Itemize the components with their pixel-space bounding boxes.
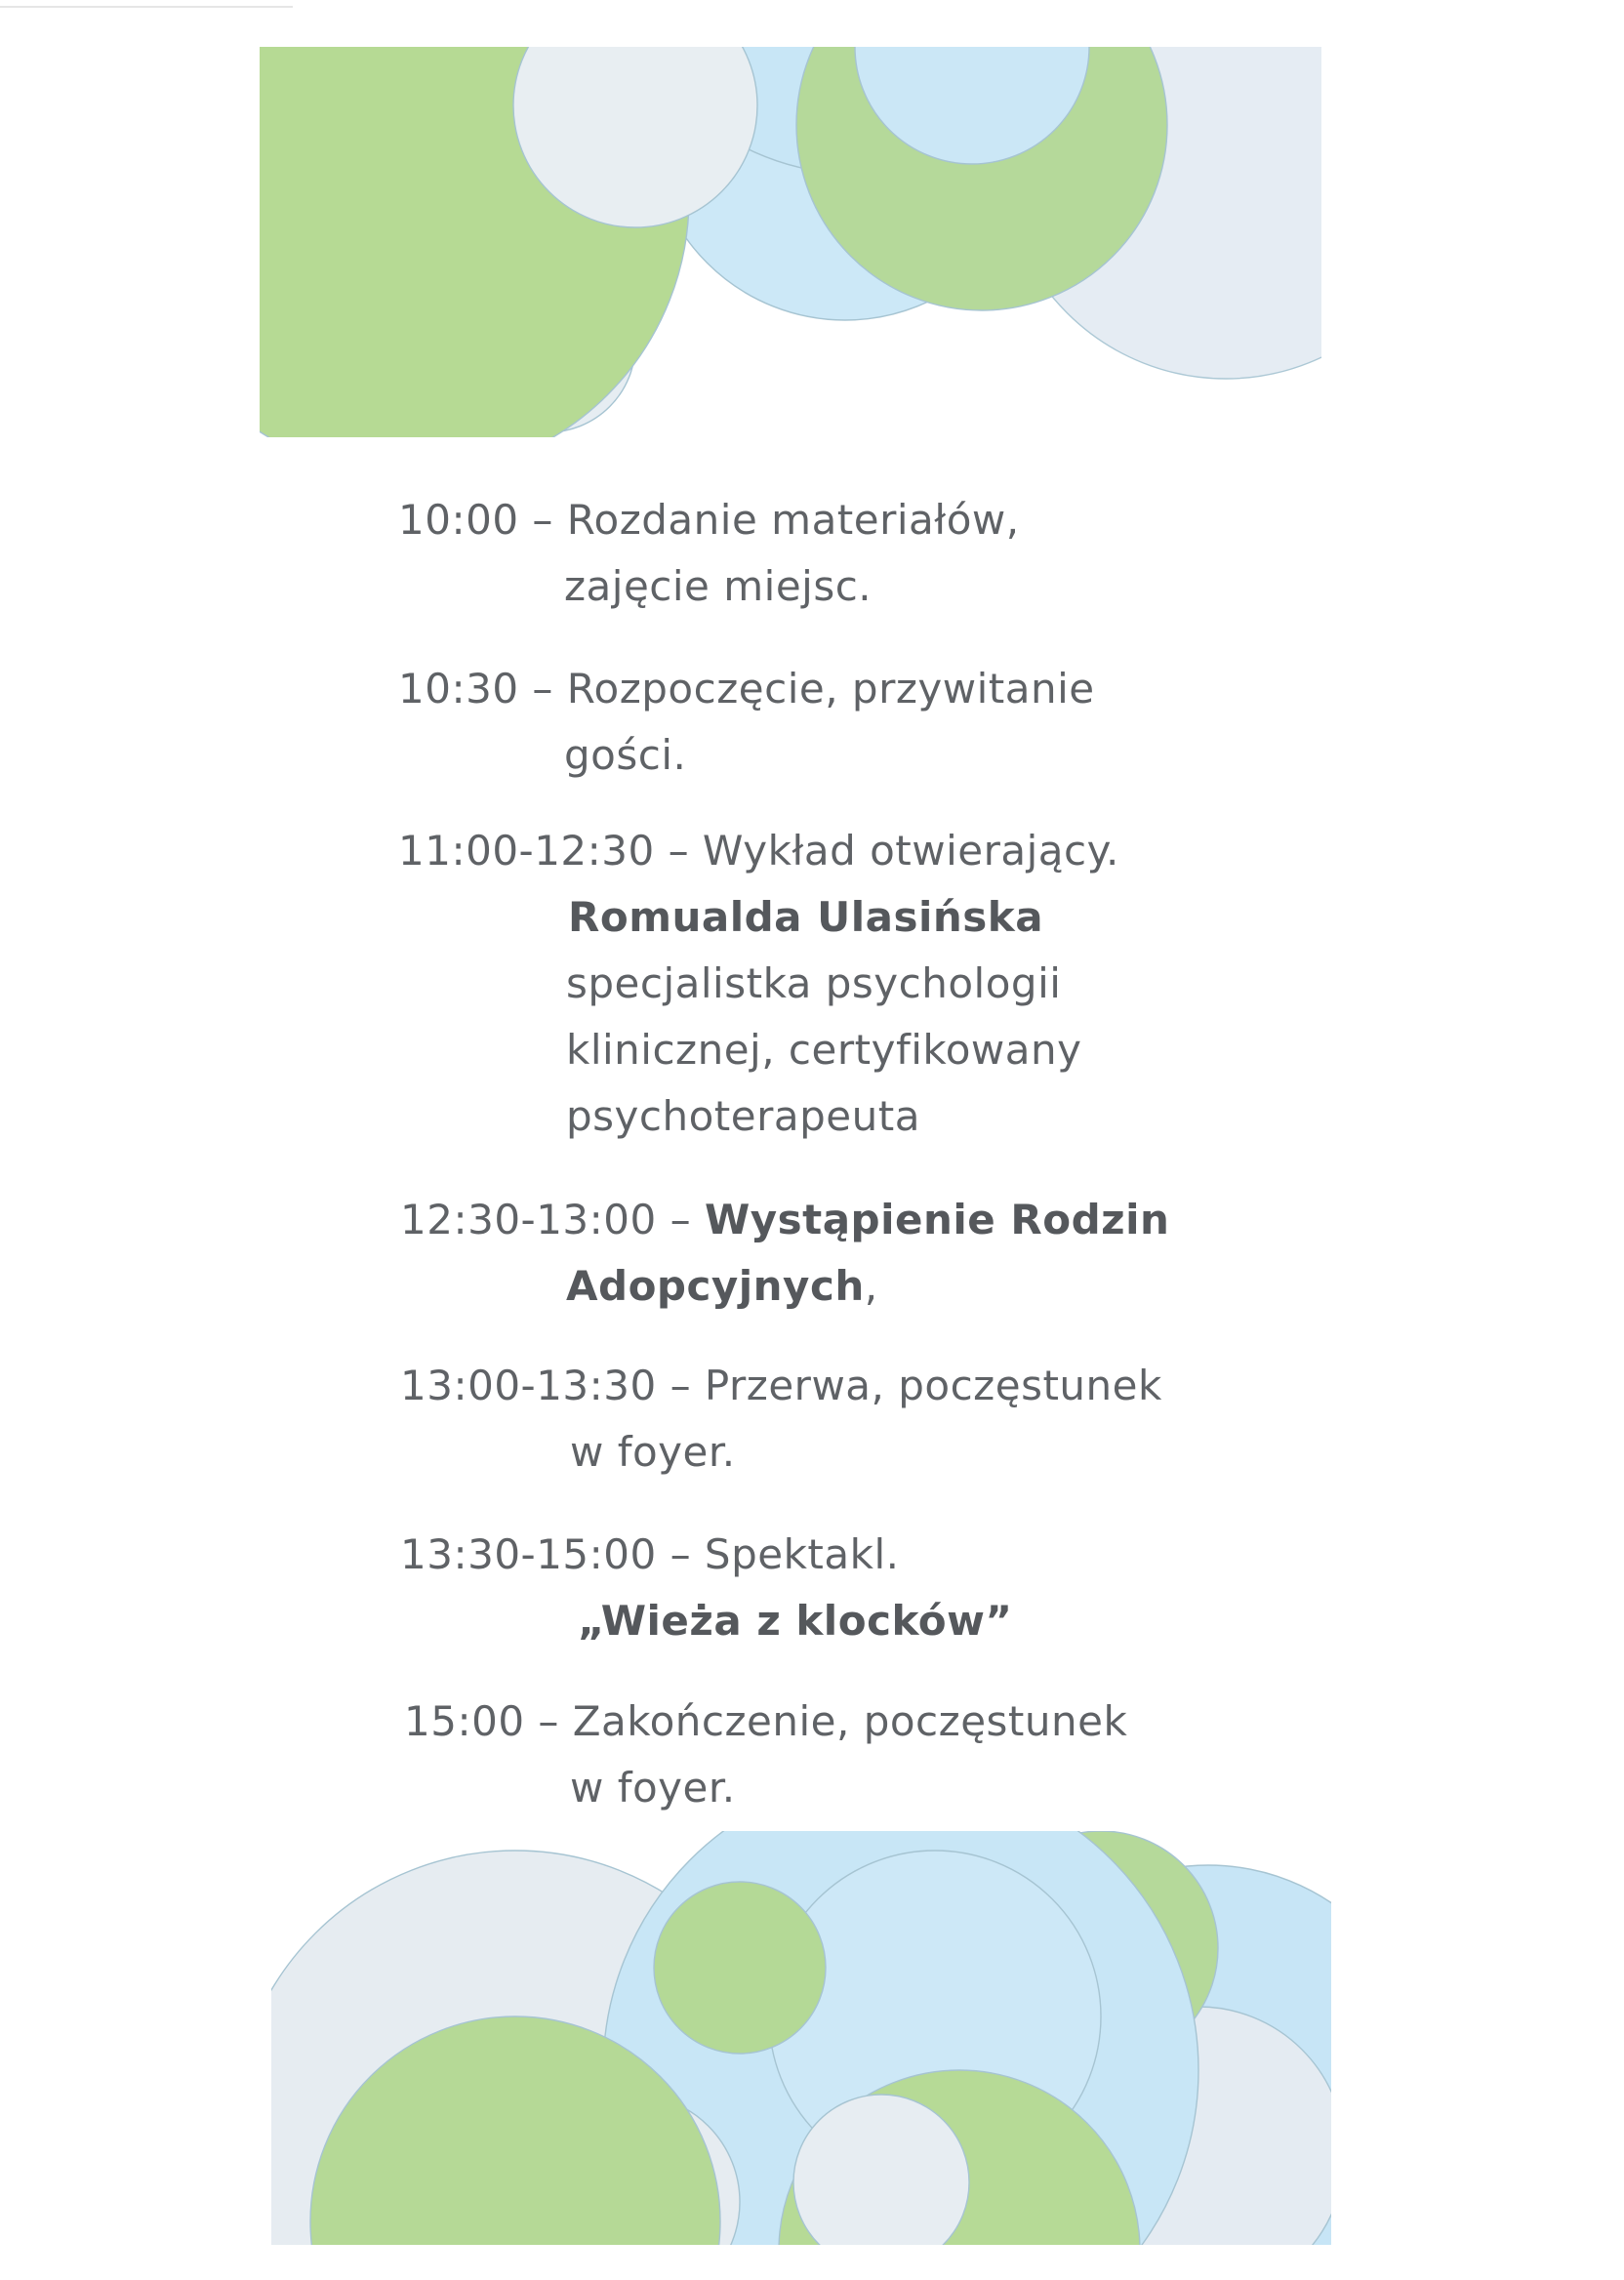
- speaker-desc-3: [566, 1089, 920, 1144]
- line-12-30-cont: [566, 1259, 878, 1314]
- schedule-text: 15:00 – Zakończenie, poczęstunek: [404, 1697, 1128, 1745]
- schedule-text: psychoterapeuta: [566, 1092, 920, 1140]
- schedule-text: 10:00 – Rozdanie materiałów,: [398, 496, 1020, 544]
- schedule-text: 11:00-12:30 – Wykład otwierający.: [398, 827, 1119, 875]
- line-11-00-title: [398, 824, 1119, 878]
- circle-green-small: [654, 1882, 826, 2054]
- line-13-00-title: [400, 1359, 1162, 1413]
- schedule-text: zajęcie miejsc.: [564, 562, 873, 610]
- line-12-30-title: [400, 1193, 1169, 1247]
- line-13-30-title: [400, 1527, 899, 1582]
- line-13-00-cont: [570, 1425, 736, 1480]
- line-15-00-title: [404, 1694, 1127, 1749]
- line-15-00-cont: [570, 1761, 736, 1815]
- schedule-text: w foyer.: [570, 1428, 736, 1476]
- speaker-name: [568, 890, 1043, 945]
- schedule-text: ,: [864, 1262, 878, 1310]
- schedule-text: 12:30-13:00 –: [400, 1196, 705, 1243]
- schedule-text: klinicznej, certyfikowany: [566, 1026, 1082, 1074]
- show-title: [578, 1594, 1013, 1649]
- line-10-30-title: [398, 662, 1095, 716]
- schedule-text-bold: Wystąpienie Rodzin: [704, 1196, 1170, 1243]
- schedule-text: 13:00-13:30 – Przerwa, poczęstunek: [400, 1362, 1162, 1409]
- schedule-text-bold: Adopcyjnych: [566, 1262, 865, 1310]
- bottom-circles-decoration: [271, 1831, 1331, 2245]
- schedule-text: 10:30 – Rozpoczęcie, przywitanie: [398, 665, 1095, 712]
- line-10-00-cont: [564, 559, 872, 614]
- line-10-00-title: [398, 493, 1020, 548]
- schedule-text: specjalistka psychologii: [566, 959, 1062, 1007]
- line-10-30-cont: [564, 728, 686, 783]
- schedule-text: 13:30-15:00 – Spektakl.: [400, 1530, 900, 1578]
- schedule-text: w foyer.: [570, 1764, 736, 1812]
- speaker-desc-1: [566, 957, 1061, 1011]
- schedule-text: Romualda Ulasińska: [568, 893, 1044, 941]
- schedule-text: gości.: [564, 731, 687, 779]
- schedule-text-bold: „Wieża z klocków”: [578, 1597, 1013, 1645]
- speaker-desc-2: [566, 1023, 1081, 1078]
